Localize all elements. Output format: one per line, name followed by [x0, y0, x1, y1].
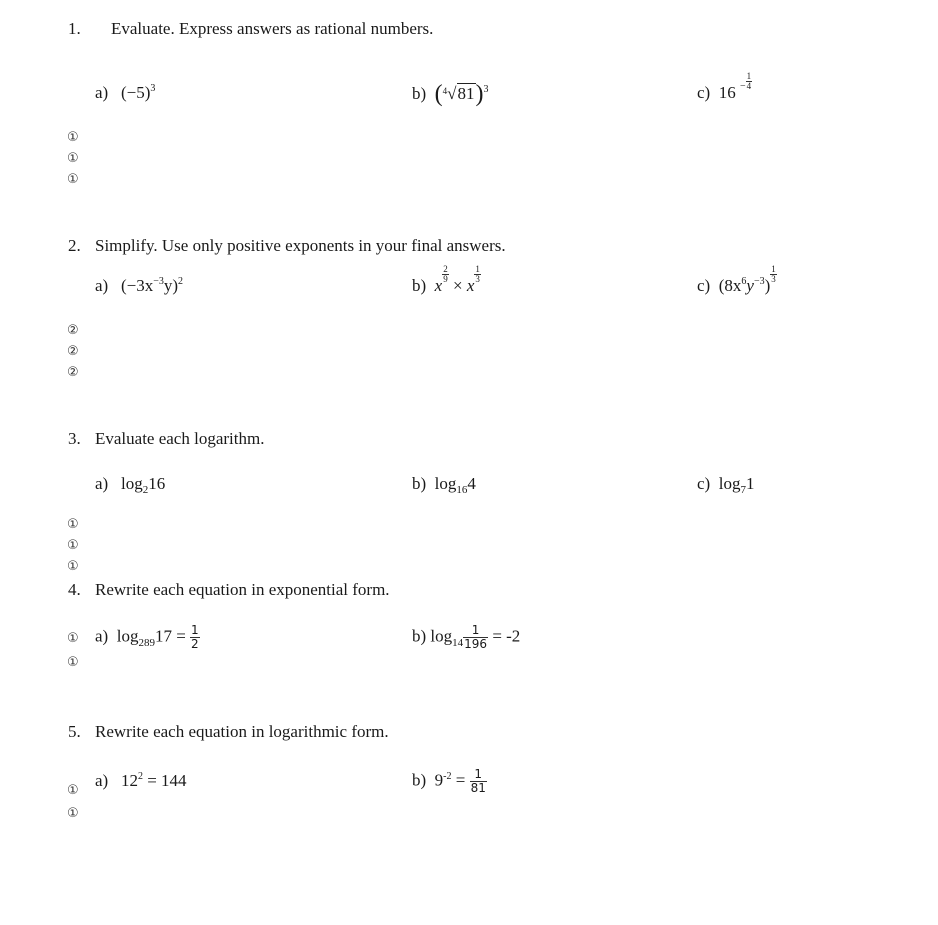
q5a-label: a)	[95, 771, 109, 790]
q1c-base: 16	[718, 83, 736, 102]
q3c-label: c)	[697, 474, 711, 493]
q5-prompt: Rewrite each equation in logarithmic form.	[95, 722, 389, 741]
q5b-eq: =	[455, 770, 466, 790]
q4a-log: log	[116, 626, 139, 646]
q1b-radicand: 81	[457, 84, 475, 103]
q1b-root-index: 4	[442, 86, 448, 96]
q4b-label: b)	[412, 626, 427, 646]
q5-mark-a: ①	[67, 783, 79, 798]
radical-sign-icon: √	[447, 84, 457, 103]
q3-number: 3.	[68, 429, 81, 448]
q1a-base: (−5)	[120, 83, 151, 102]
q1c-label: c)	[697, 83, 711, 102]
q2-part-a	[95, 277, 183, 294]
q2a-term-y: y)	[163, 276, 179, 295]
q3-prompt: Evaluate each logarithm.	[95, 429, 265, 448]
q5a-exp: 2	[137, 771, 143, 782]
q4a-base: 289	[138, 636, 155, 649]
q4a-label: a)	[95, 626, 109, 646]
q1-mark-a: ①	[67, 130, 79, 145]
q2a-label: a)	[95, 276, 109, 295]
q2a-exp-x: −3	[153, 276, 164, 287]
q1a-exponent: 3	[150, 83, 156, 94]
q2c-exp-x: 6	[741, 276, 747, 287]
q3-part-a	[95, 474, 166, 496]
q2c-exp-y: −3	[753, 276, 765, 287]
q4-prompt: Rewrite each equation in exponential form.	[95, 580, 390, 599]
q1-mark-c: ①	[67, 172, 79, 187]
q3-mark-c: ①	[67, 559, 79, 574]
q5b-fraction: $\frac{1}{81}$	[470, 767, 486, 796]
q1-part-a	[95, 84, 155, 101]
q2-number: 2.	[68, 236, 81, 255]
q4-mark-b: ①	[67, 655, 79, 670]
q2a-term: (−3x	[120, 276, 154, 295]
q3b-log: log	[434, 474, 457, 493]
q2b-x1: x	[434, 276, 443, 295]
q4-number: 4.	[68, 580, 81, 599]
q2-mark-c: ②	[67, 365, 79, 380]
q4b-rhs: = -2	[492, 626, 521, 646]
q4a-arg: 17 =	[154, 626, 186, 646]
q1-part-c	[697, 71, 752, 104]
q2b-exp1: $\frac{2}{9}$	[443, 264, 448, 285]
q3c-arg: 1	[745, 474, 755, 493]
q3a-base: 2	[142, 484, 149, 496]
q1c-exponent-fraction: $\frac{1}{4}$	[746, 71, 752, 92]
q5a-base: 12	[120, 771, 138, 790]
q4b-fraction: $\frac{1}{196}$	[464, 623, 488, 652]
q3-mark-a: ①	[67, 517, 79, 532]
q3a-arg: 16	[148, 474, 166, 493]
q3c-log: log	[718, 474, 741, 493]
q2-part-c	[697, 264, 777, 297]
times-sign-icon: ×	[452, 276, 463, 295]
q3b-label: b)	[412, 474, 427, 493]
q2c-term-y: y	[746, 276, 754, 295]
q2b-exp2: $\frac{1}{3}$	[475, 264, 480, 285]
q3b-base: 16	[456, 484, 468, 496]
q4a-fraction: $\frac{1}{2}$	[191, 623, 199, 652]
q3c-base: 7	[740, 484, 746, 496]
q2c-label: c)	[697, 276, 711, 295]
q1a-label: a)	[95, 83, 109, 102]
q1-mark-b: ①	[67, 151, 79, 166]
q4-mark-a: ①	[67, 631, 79, 646]
q4-part-b	[412, 624, 520, 651]
q1-number: 1.	[68, 19, 81, 38]
q2-prompt: Simplify. Use only positive exponents in your final answers.	[95, 236, 506, 255]
q5a-rhs: = 144	[147, 771, 187, 790]
q5b-label: b)	[412, 770, 427, 790]
q5-part-b	[412, 768, 487, 795]
q1b-label: b)	[412, 84, 427, 103]
q3b-arg: 4	[467, 474, 476, 493]
q2-mark-a: ②	[67, 323, 79, 338]
q2c-term: (8x	[718, 276, 742, 295]
q3-part-c	[697, 474, 755, 496]
q3-part-b	[412, 474, 476, 496]
q1-part-b: b) $(^4√81)^3$	[412, 81, 489, 107]
q4-part-a	[95, 624, 200, 651]
q2c-exp-outer: $\frac{1}{3}$	[771, 264, 776, 285]
q2b-x2: x	[466, 276, 475, 295]
q2c-close: )	[764, 276, 771, 295]
q3-mark-b: ①	[67, 538, 79, 553]
q2-part-b	[412, 264, 481, 297]
q4b-base: 14	[452, 636, 464, 649]
q3a-log: log	[120, 474, 143, 493]
q4b-log: log	[430, 626, 453, 646]
q3a-label: a)	[95, 474, 109, 493]
q1-prompt: Evaluate. Express answers as rational numbers.	[111, 19, 434, 38]
q2b-label: b)	[412, 276, 427, 295]
q2a-exp-outer: 2	[178, 276, 184, 287]
q5b-exp: -2	[443, 770, 452, 782]
q1c-exp-sign: −	[739, 81, 746, 92]
q2-mark-b: ②	[67, 344, 79, 359]
q1b-exponent: 3	[483, 84, 489, 95]
q5-part-a	[95, 772, 187, 789]
q5b-base: 9	[434, 770, 444, 790]
q5-mark-b: ①	[67, 806, 79, 821]
q5-number: 5.	[68, 722, 81, 741]
